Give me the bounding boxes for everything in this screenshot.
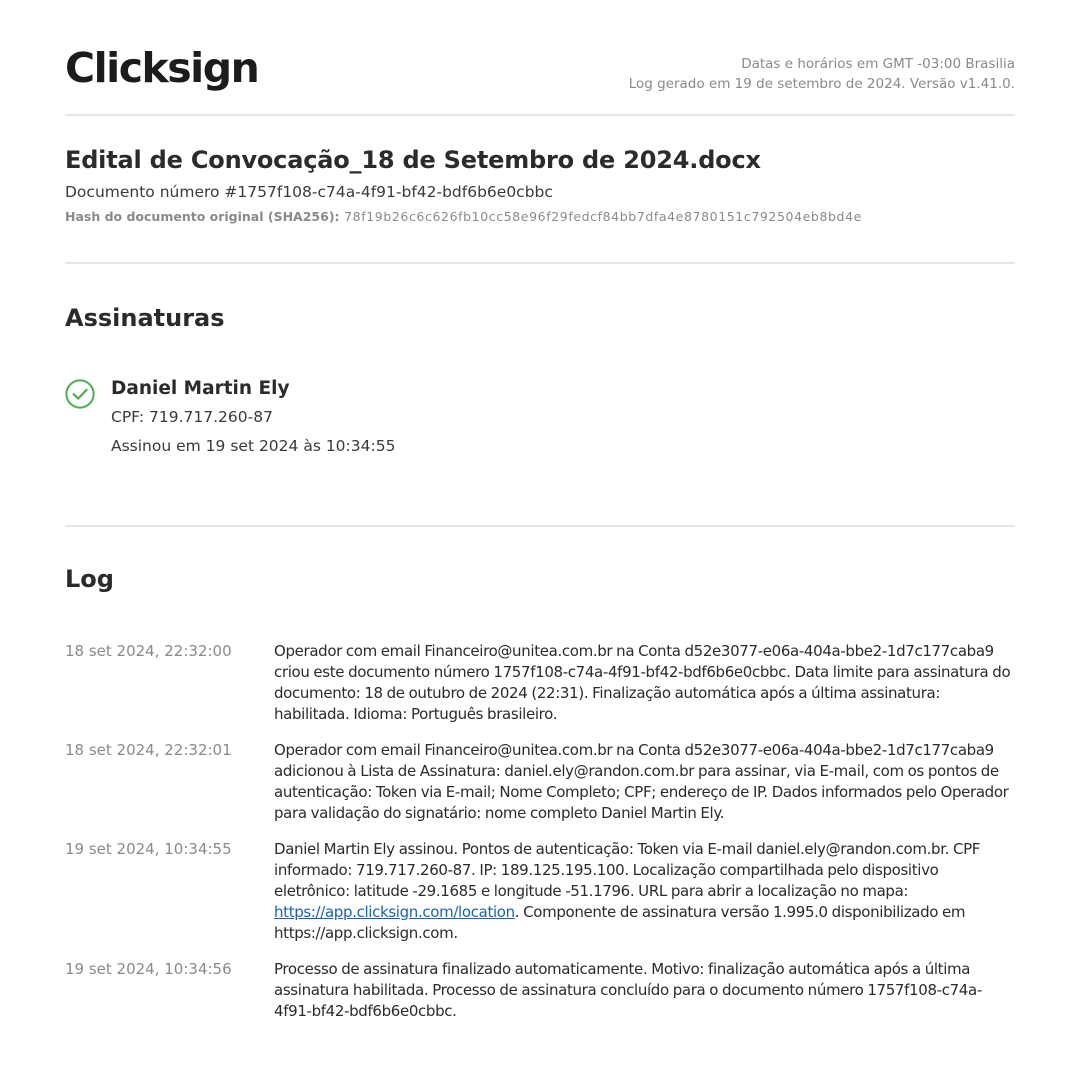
log-entry (65, 839, 1015, 944)
log-description (274, 839, 1015, 944)
signer-cpf: CPF: 719.717.260-87 (111, 408, 273, 426)
log-text-after-link: . Componente de assinatura versão 1.995.0 disponibilizado em https://app.clicksign.com. (274, 903, 966, 942)
check-circle-icon (65, 379, 95, 409)
log-entry (65, 641, 1015, 725)
signer-signed-at: Assinou em 19 set 2024 às 10:34:55 (111, 437, 396, 455)
log-heading: Log (65, 565, 114, 593)
log-description: Operador com email Financeiro@unitea.com.br na Conta d52e3077-e06a-404a-bbe2-1d7c177caba9 adicionou à Lista de Assinatura: daniel.ely@randon.com.br para assinar, via E-mail, com os pontos de autenticação: Token via E-mail; Nome Completo; CPF; endereço de IP. Dados informados pelo Operador para validação do signatário: nome completo Daniel Martin Ely. (274, 741, 1009, 822)
hash-value: 78f19b26c6c626fb10cc58e96f29fedcf84bb7dfa4e8780151c792504eb8bd4e (344, 209, 862, 224)
log-timestamp: 18 set 2024, 22:32:00 (65, 642, 232, 660)
generated-note: Log gerado em 19 de setembro de 2024. Versão v1.41.0. (628, 76, 1015, 92)
header-meta (629, 54, 1015, 94)
log-timestamp: 19 set 2024, 10:34:55 (65, 840, 232, 858)
log-entry (65, 959, 1015, 1022)
log-description: Processo de assinatura finalizado automaticamente. Motivo: finalização automática após a última assinatura habilitada. Processo de assinatura concluído para o documento número 1757f108-c74a-4f91-bf42-bdf6b6e0cbbc. (274, 960, 982, 1020)
log-description: Operador com email Financeiro@unitea.com.br na Conta d52e3077-e06a-404a-bbe2-1d7c177caba9 criou este documento número 1757f108-c74a-4f91-bf42-bdf6b6e0cbbc. Data limite para assinatura do documento: 18 de outubro de 2024 (22:31). Finalização automática após a última assinatura: habilitada. Idioma: Português brasileiro. (274, 642, 1011, 723)
log-entry (65, 740, 1015, 824)
log-timestamp: 18 set 2024, 22:32:01 (65, 741, 232, 759)
audit-log-page (65, 0, 1015, 1020)
document-hash (65, 209, 862, 224)
document-title: Edital de Convocação_18 de Setembro de 2024.docx (65, 146, 761, 174)
clicksign-logo: Clicksign (65, 44, 259, 92)
log-timestamp: 19 set 2024, 10:34:56 (65, 960, 232, 978)
log-text-before-link: Daniel Martin Ely assinou. Pontos de autenticação: Token via E-mail daniel.ely@randon.com.br. CPF informado: 719.717.260-87. IP: 189.125.195.100. Localização compartilhada pelo dispositivo eletrônico: latitude -29.1685 e longitude -51.1796. URL para abrir a localização no mapa: (274, 840, 981, 900)
log-list (65, 641, 1015, 1037)
document-number: Documento número #1757f108-c74a-4f91-bf42-bdf6b6e0cbbc (65, 183, 553, 201)
signer-name: Daniel Martin Ely (111, 378, 290, 399)
signatures-section (65, 264, 1015, 527)
hash-label: Hash do documento original (SHA256): (65, 209, 340, 224)
document-info (65, 116, 1015, 264)
signatures-heading: Assinaturas (65, 304, 225, 332)
page-header (65, 0, 1015, 116)
location-link[interactable]: https://app.clicksign.com/location (274, 903, 515, 921)
timezone-note: Datas e horários em GMT -03:00 Brasilia (741, 56, 1015, 72)
